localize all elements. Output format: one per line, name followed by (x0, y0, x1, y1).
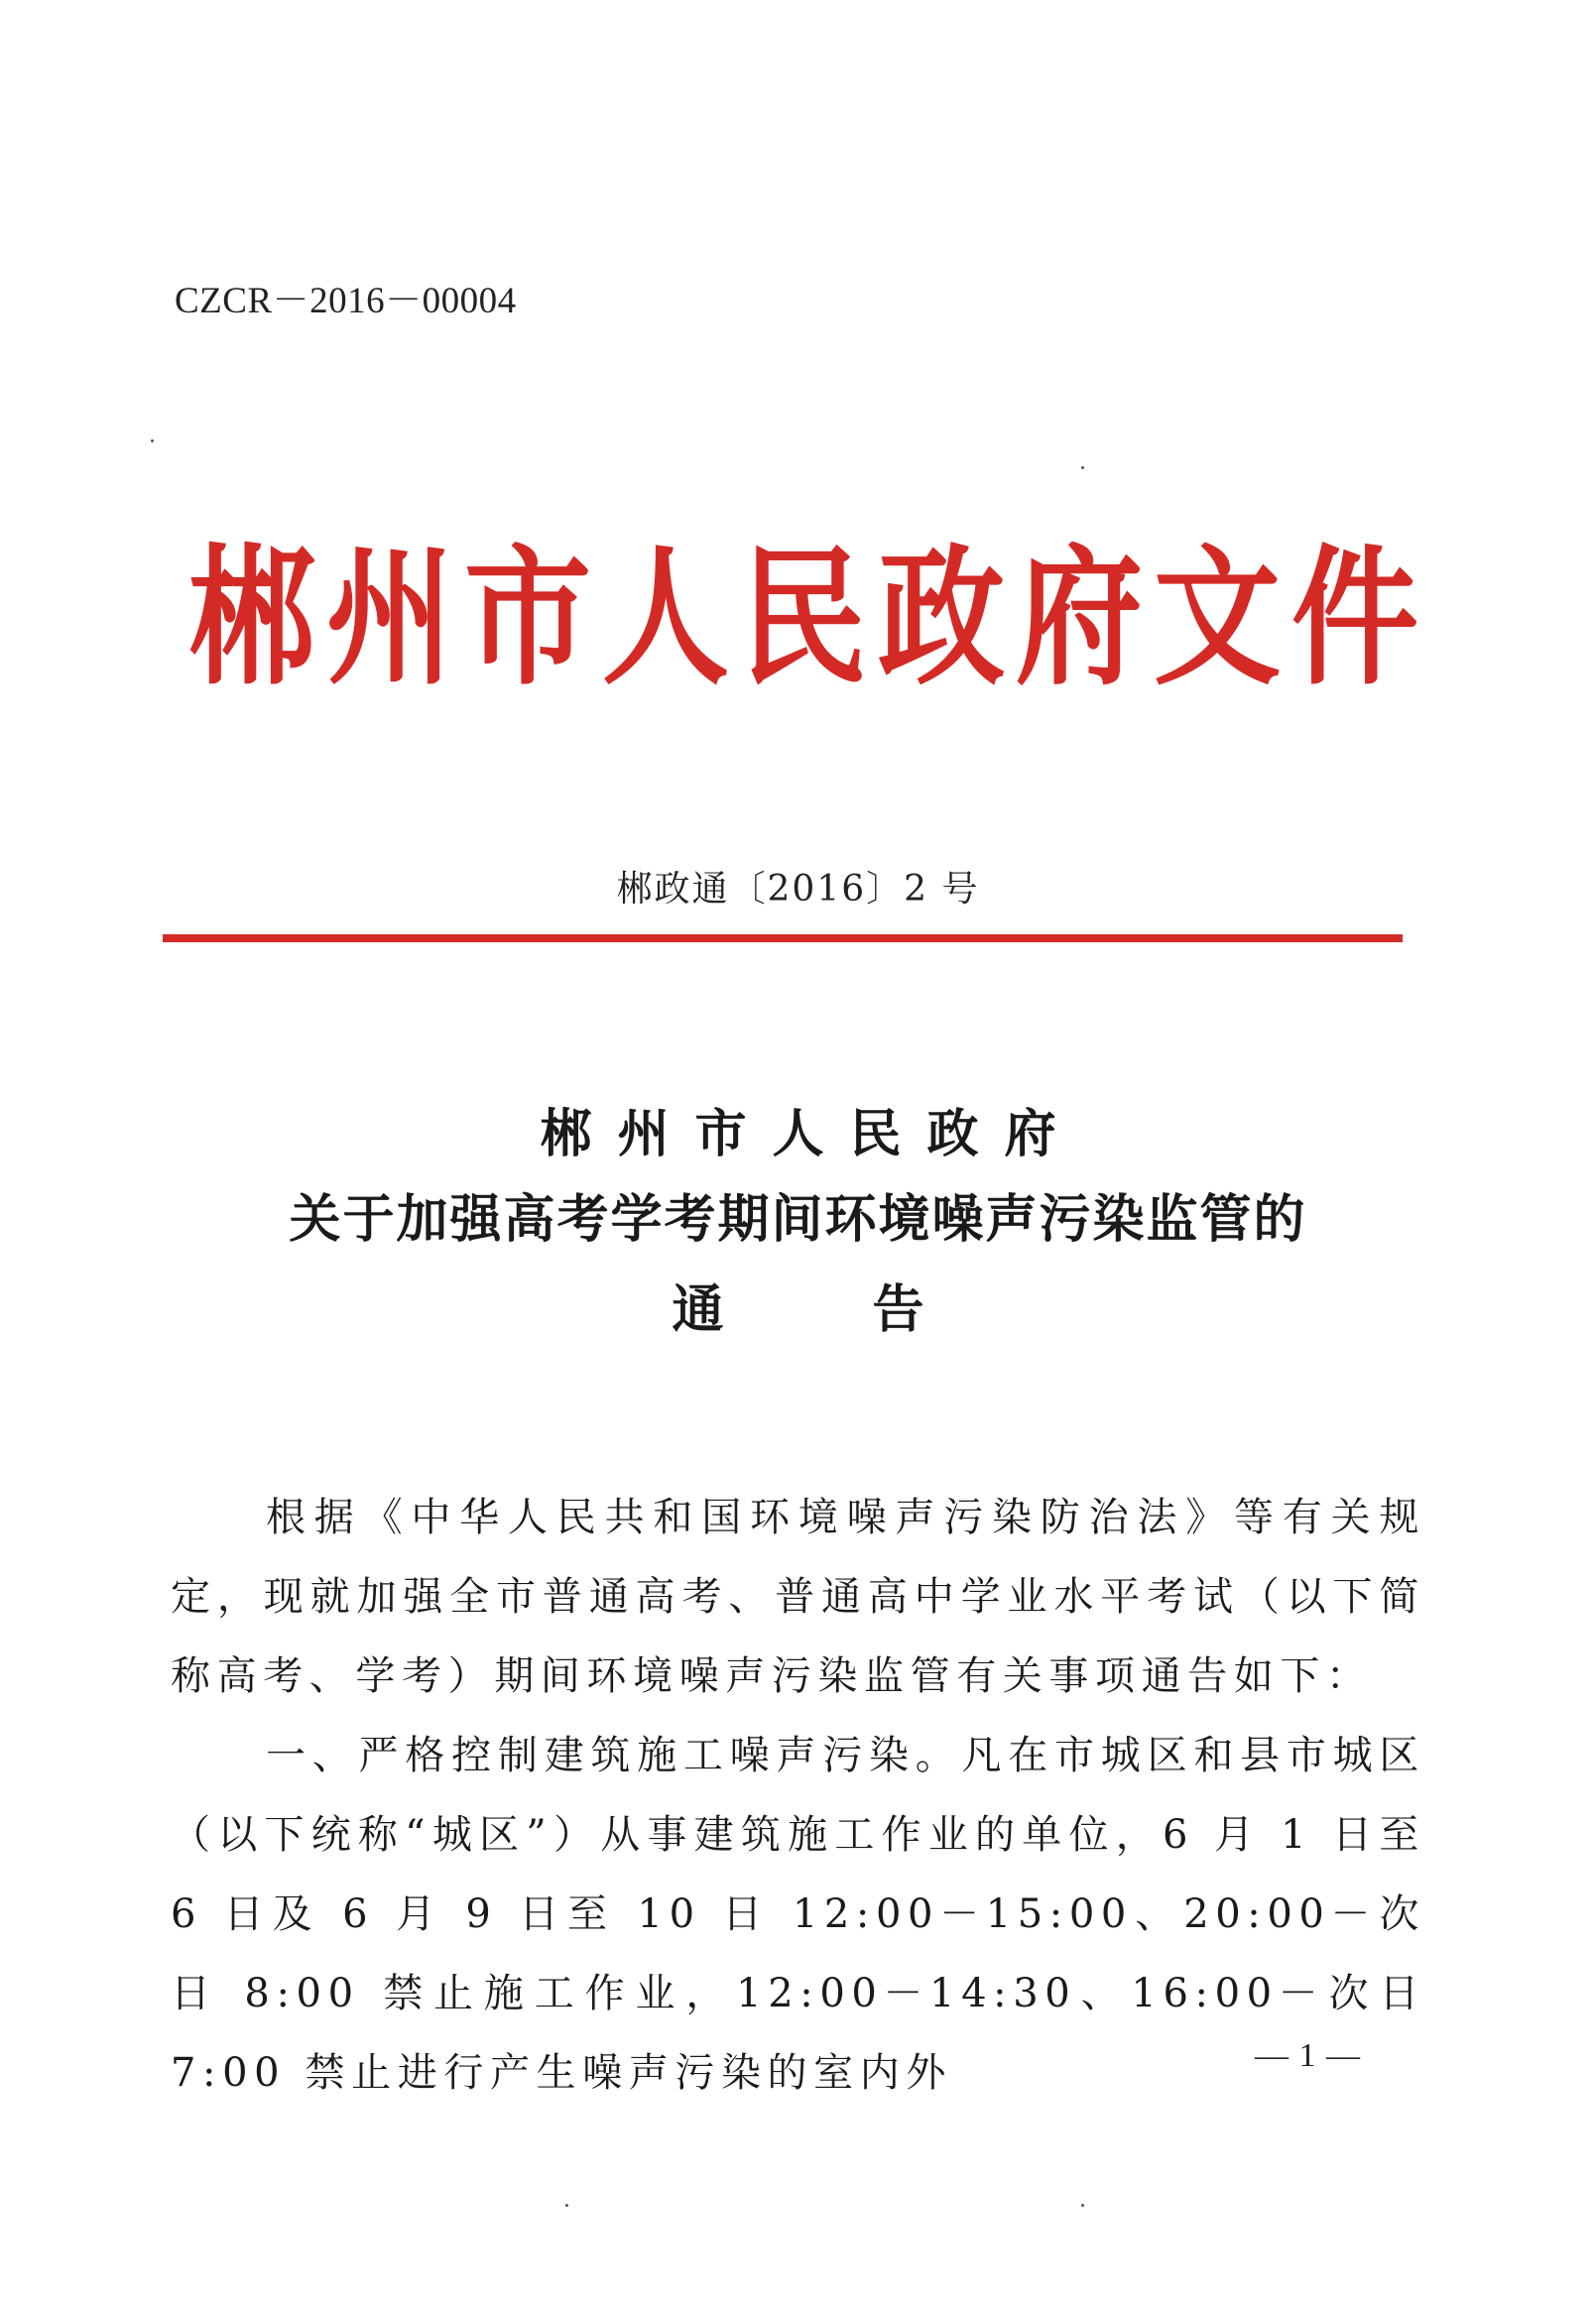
scan-speck (565, 2204, 568, 2207)
scan-speck (1081, 466, 1084, 469)
document-number: 郴政通〔2016〕2 号 (616, 869, 980, 910)
document-code: CZCR－2016－00004 (175, 281, 517, 321)
body-paragraph: 一、严格控制建筑施工噪声污染。凡在市城区和县市城区（以下统称“城区”）从事建筑施工作业的单位，6 月 1 日至 6 日及 6 月 9 日至 10 日 12:00－15:00、20:00－次日 8:00 禁止施工作业，12:00－14:30、16:00－次日 7:00 禁止进行产生噪声污染的室内外 (171, 1733, 1425, 2096)
notice-title (0, 1099, 1596, 1353)
masthead-title: 郴州市人民政府文件 (188, 531, 1430, 706)
title-type: 通告 (672, 1279, 1073, 1340)
body-paragraph: 根据《中华人民共和国环境噪声污染防治法》等有关规定，现就加强全市普通高考、普通高中学业水平考试（以下简称高考、学考）期间环境噪声污染监管有关事项通告如下： (171, 1495, 1425, 1699)
scan-speck (151, 439, 154, 442)
title-issuer: 郴州市人民政府 (540, 1104, 1082, 1164)
page-number: — 1 — (1255, 2037, 1361, 2074)
title-subject: 关于加强高考学考期间环境噪声污染监管的 (289, 1189, 1307, 1250)
scan-speck (1081, 2204, 1084, 2207)
notice-body (171, 1478, 1425, 2113)
red-divider-line (163, 934, 1403, 942)
